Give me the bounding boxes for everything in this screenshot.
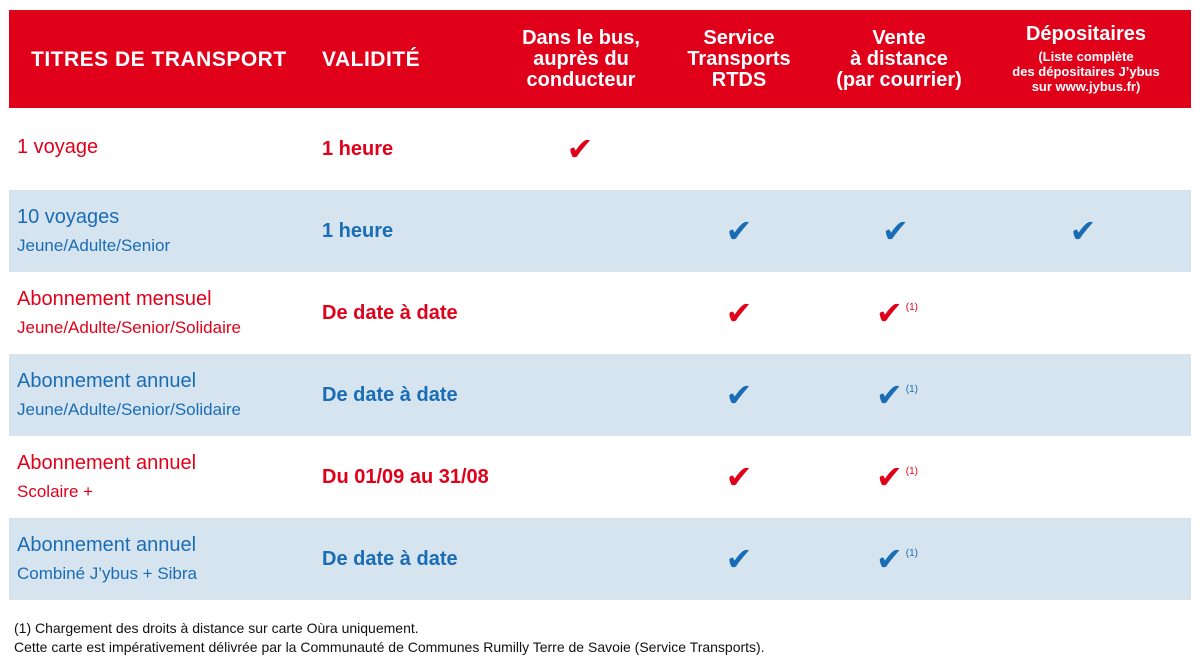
footnotes bbox=[14, 619, 765, 657]
check-remote-icon: ✔ bbox=[882, 213, 909, 249]
validity-cell: 1 heure bbox=[322, 219, 394, 242]
ticket-cell bbox=[17, 518, 197, 600]
check-depositaires-icon: ✔ bbox=[1069, 213, 1097, 249]
remote-footnote-ref: (1) bbox=[905, 301, 919, 313]
check-remote-icon: ✔ $^{(1)}$ bbox=[875, 541, 919, 577]
ticket-cell bbox=[17, 272, 241, 354]
header-titres: TITRES DE TRANSPORT bbox=[31, 47, 287, 71]
ticket-title: 1 voyage bbox=[17, 136, 99, 158]
check-depositaires-icon bbox=[1053, 354, 1113, 436]
header-depositaires-title: Dépositaires bbox=[1025, 23, 1147, 45]
check-bus-icon bbox=[550, 518, 610, 600]
check-remote-icon: ✔ $^{(1)}$ bbox=[875, 459, 919, 495]
tariff-table bbox=[9, 10, 1191, 600]
check-service-icon: ✔ bbox=[725, 541, 753, 577]
validity-cell: 1 heure bbox=[322, 137, 394, 160]
check-bus-icon bbox=[550, 436, 610, 518]
validity-cell: De date à date bbox=[322, 301, 458, 324]
header-validite: VALIDITÉ bbox=[322, 47, 421, 71]
header-depositaires-sub: (Liste complète des dépositaires J’ybus sur www.jybus.fr) bbox=[1012, 49, 1160, 94]
check-depositaires-icon bbox=[1053, 436, 1113, 518]
check-bus-icon bbox=[550, 272, 610, 354]
validity-cell: De date à date bbox=[322, 383, 458, 406]
check-depositaires-icon bbox=[1053, 272, 1113, 354]
table-row bbox=[9, 108, 1191, 190]
check-service-icon: ✔ bbox=[725, 459, 753, 495]
validity-cell: Du 01/09 au 31/08 bbox=[322, 465, 489, 488]
ticket-subtitle: Scolaire + bbox=[17, 482, 94, 501]
ticket-title: Abonnement annuel bbox=[17, 534, 197, 556]
check-bus-icon: ✔ bbox=[566, 131, 594, 167]
ticket-subtitle: Jeune/Adulte/Senior/Solidaire bbox=[17, 400, 241, 419]
ticket-title: 10 voyages bbox=[17, 206, 120, 228]
ticket-subtitle: Jeune/Adulte/Senior/Solidaire bbox=[17, 318, 241, 337]
check-service-icon: ✔ bbox=[725, 295, 753, 331]
ticket-cell bbox=[17, 108, 98, 190]
check-remote-icon bbox=[867, 108, 927, 190]
table-body bbox=[9, 108, 1191, 600]
table-header bbox=[9, 10, 1191, 108]
header-bus: Dans le bus, auprès du conducteur bbox=[522, 26, 640, 91]
ticket-title: Abonnement annuel bbox=[17, 370, 197, 392]
table-row bbox=[9, 354, 1191, 436]
check-depositaires-icon bbox=[1053, 108, 1113, 190]
table-row bbox=[9, 436, 1191, 518]
remote-footnote-ref: (1) bbox=[905, 547, 919, 559]
table-row bbox=[9, 272, 1191, 354]
ticket-cell bbox=[17, 354, 241, 436]
ticket-cell bbox=[17, 436, 196, 518]
footnote-2: Cette carte est impérativement délivrée par la Communauté de Communes Rumilly Terre de Savoie (Service Transports). bbox=[14, 639, 765, 655]
header-remote: Vente à distance (par courrier) bbox=[836, 26, 962, 91]
check-depositaires-icon bbox=[1053, 518, 1113, 600]
remote-footnote-ref: (1) bbox=[905, 465, 919, 477]
check-service-icon bbox=[709, 108, 769, 190]
check-service-icon: ✔ bbox=[725, 377, 753, 413]
ticket-title: Abonnement annuel bbox=[17, 452, 197, 474]
table-row bbox=[9, 190, 1191, 272]
footnote-1: (1) Chargement des droits à distance sur carte Oùra uniquement. bbox=[14, 620, 419, 636]
ticket-title: Abonnement mensuel bbox=[17, 288, 212, 310]
ticket-subtitle: Combiné J’ybus + Sibra bbox=[17, 564, 198, 583]
check-remote-icon: ✔ $^{(1)}$ bbox=[875, 295, 919, 331]
validity-cell: De date à date bbox=[322, 547, 458, 570]
check-service-icon: ✔ bbox=[725, 213, 753, 249]
check-remote-icon: ✔ $^{(1)}$ bbox=[875, 377, 919, 413]
remote-footnote-ref: (1) bbox=[905, 383, 919, 395]
table-row bbox=[9, 518, 1191, 600]
check-bus-icon bbox=[550, 354, 610, 436]
ticket-cell bbox=[17, 190, 170, 272]
ticket-subtitle: Jeune/Adulte/Senior bbox=[17, 236, 171, 255]
check-bus-icon bbox=[550, 190, 610, 272]
header-service: Service Transports RTDS bbox=[687, 26, 791, 91]
header-depositaires bbox=[981, 10, 1191, 108]
